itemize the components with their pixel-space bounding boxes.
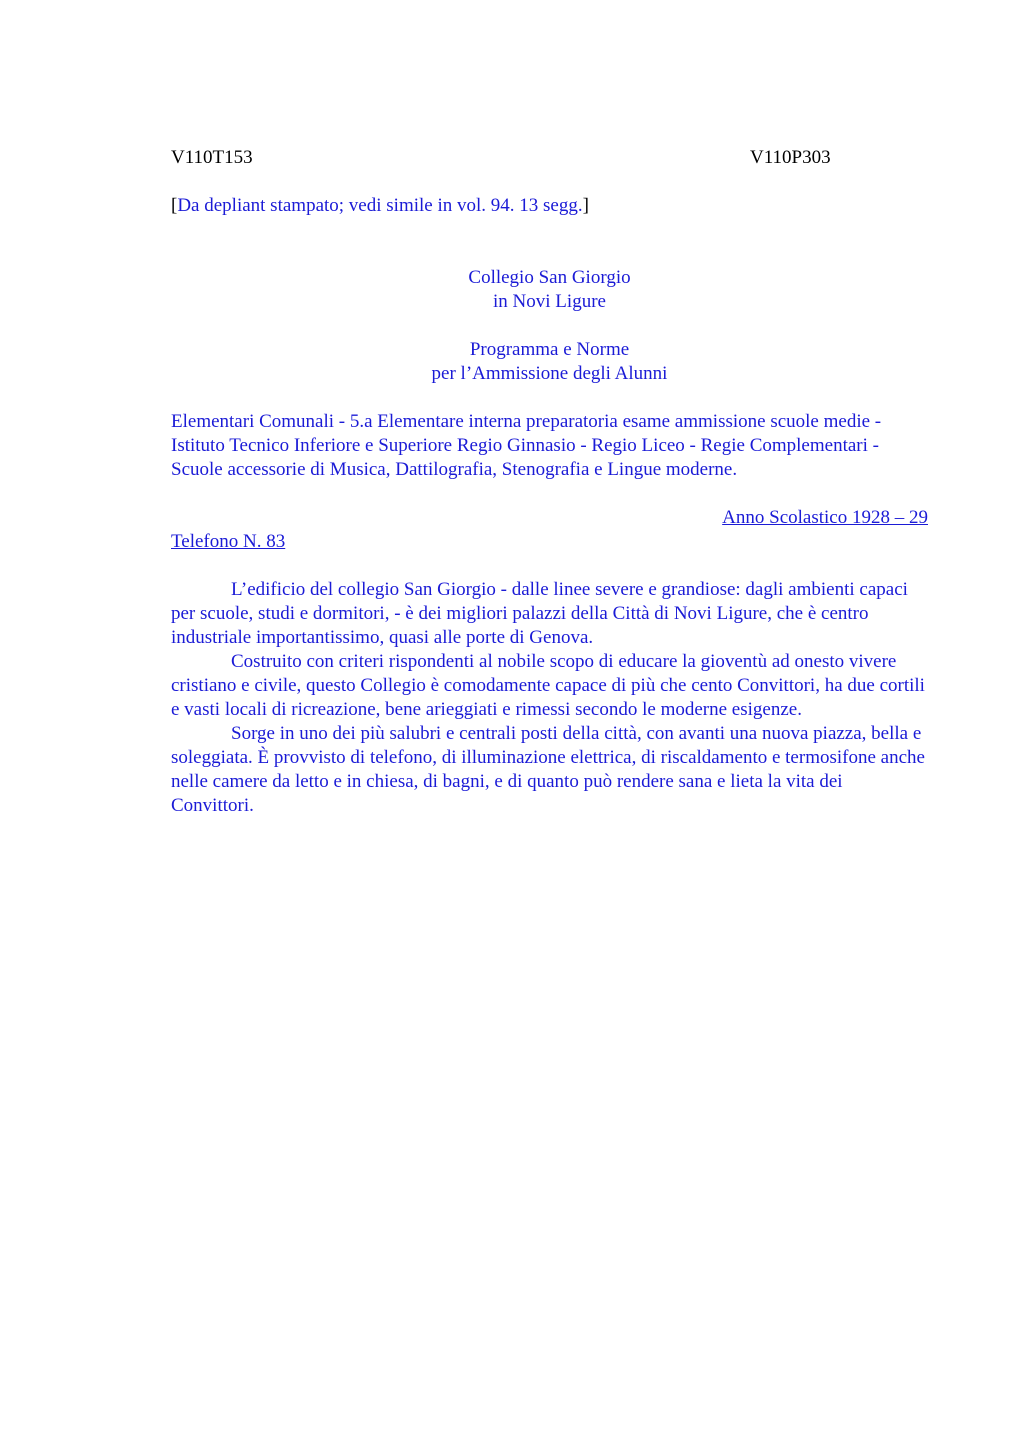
schools-list: Elementari Comunali - 5.a Elementare interna preparatoria esame ammissione scuole medie - Istituto Tecnico Inferiore e Superiore Regio Ginnasio - Regio Liceo - Regie Complementari - Scuole accessorie di Musica, Dattilografia, Stenografia e Lingue moderne. [171, 411, 882, 480]
phone-number: Telefono N. 83 [171, 531, 286, 552]
paragraph-3: Sorge in uno dei più salubri e centrali posti della città, con avanti una nuova piazza, bella e soleggiata. È provvisto di telefono, di illuminazione elettrica, di riscaldamento e termosifone anche nelle camere da letto e in chiesa, di bagni, e di quanto può rendere sana e lieta la vita dei Convittori. [171, 723, 925, 816]
title-line-1: Collegio San Giorgio [468, 267, 631, 288]
document-code-left: V110T153 [171, 147, 253, 168]
phone-line [171, 530, 928, 554]
document-subtitle [171, 338, 928, 386]
source-note-open-bracket: [ [171, 195, 178, 216]
school-year: Anno Scolastico 1928 – 29 [722, 507, 928, 528]
document-code-right: V110P303 [750, 147, 831, 168]
subtitle-line-2: per l’Ammissione degli Alunni [431, 363, 668, 384]
subtitle-line-1: Programma e Norme [469, 339, 630, 360]
header-row [171, 146, 928, 170]
source-note-text: Da depliant stampato; vedi simile in vol. 94. 13 segg. [177, 195, 583, 216]
paragraph-2: Costruito con criteri rispondenti al nobile scopo di educare la gioventù ad onesto vivere cristiano e civile, questo Collegio è comodamente capace di più che cento Convittori, ha due cortili e vasti locali di ricreazione, bene arieggiati e rimessi secondo le moderne esigenze. [171, 651, 925, 720]
document-title [171, 266, 928, 314]
paragraph-1: L’edificio del collegio San Giorgio - dalle linee severe e grandiose: dagli ambienti capaci per scuole, studi e dormitori, - è dei migliori palazzi della Città di Novi Ligure, che è centro industriale importantissimo, quasi alle porte di Genova. [171, 579, 908, 648]
source-note [171, 194, 928, 218]
body-text [171, 578, 928, 818]
title-line-2: in Novi Ligure [493, 291, 606, 312]
source-note-close-bracket: ] [582, 195, 589, 216]
document-page [171, 146, 928, 818]
school-year-line [171, 506, 928, 530]
